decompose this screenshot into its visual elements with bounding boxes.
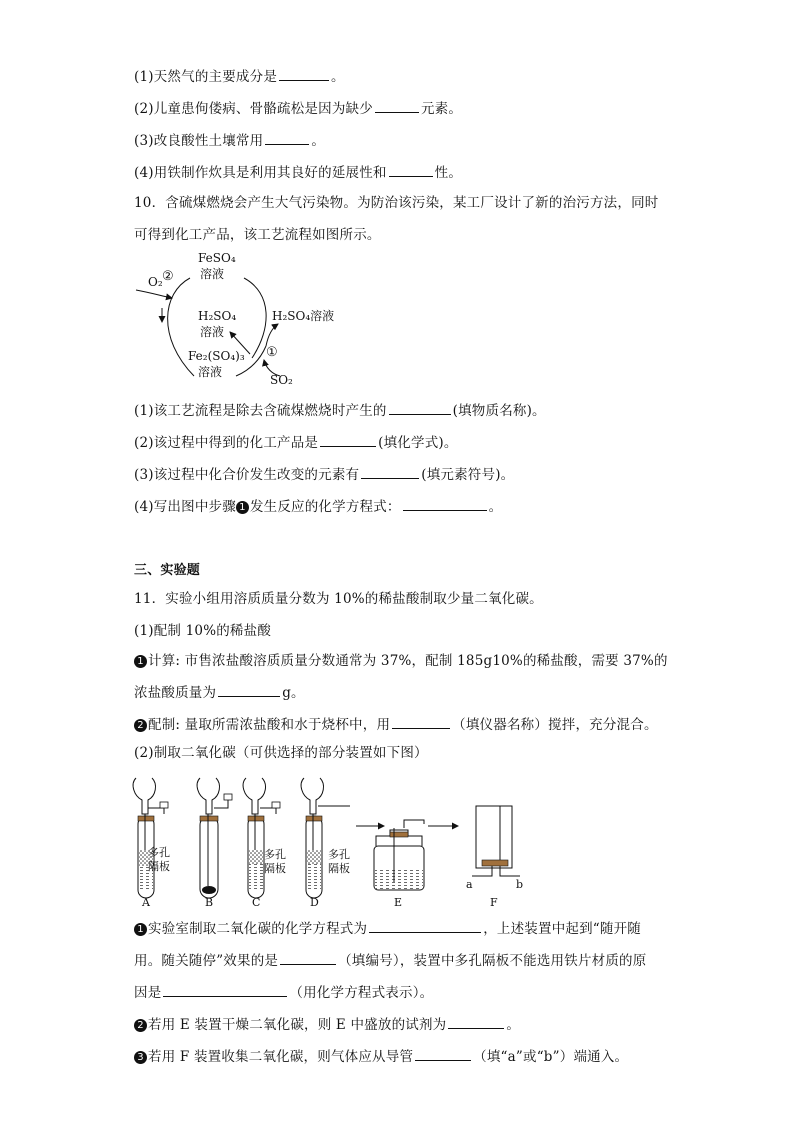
plate-label: 多孔 — [328, 848, 350, 861]
q10-part2-text: (2)该过程中得到的化工产品是 — [134, 435, 319, 451]
answer-blank[interactable] — [392, 714, 450, 729]
apparatus-f — [466, 806, 523, 908]
q9-part3-text: (3)改良酸性土壤常用 — [134, 133, 264, 149]
q11-s2 — [134, 1014, 520, 1034]
q10-part1 — [134, 400, 546, 420]
s1-line2-text: 用。随关随停”效果的是 — [134, 953, 279, 969]
answer-blank[interactable] — [280, 950, 336, 965]
apparatus-d — [301, 778, 350, 908]
feso4-formula: FeSO₄ — [198, 251, 236, 265]
s3-end: （填“a”或“b”）端通入。 — [473, 1049, 629, 1065]
s2-circled-number: 2 — [134, 1019, 147, 1032]
prep-text: 配制: 量取所需浓盐酸和水于烧杯中，用 — [148, 717, 391, 733]
answer-blank[interactable] — [218, 682, 280, 697]
s1-line3-end: （用化学方程式表示）。 — [289, 985, 434, 1001]
q11-calc-line2 — [134, 682, 305, 702]
q10-part1-text: (1)该工艺流程是除去含硫煤燃烧时产生的 — [134, 403, 387, 419]
q9-part2 — [134, 98, 462, 118]
q9-part1 — [134, 66, 345, 86]
q10-part2-end: (填化学式)。 — [378, 435, 458, 451]
s1-line1-end: ，上述装置中起到“随开随 — [483, 921, 642, 937]
q10-stem-line2: 可得到化工产品，该工艺流程如图所示。 — [134, 227, 381, 243]
calc-line1-text: 计算: 市售浓盐酸溶质质量分数通常为 37%，配制 185g10%的稀盐酸，需要 37%的 — [148, 653, 668, 669]
step1-circled-number: 1 — [236, 501, 249, 514]
o2-label: O₂ — [148, 275, 163, 289]
s2-text: 若用 E 装置干燥二氧化碳，则 E 中盛放的试剂为 — [148, 1017, 447, 1033]
apparatus-e — [356, 820, 458, 908]
answer-blank[interactable] — [265, 130, 309, 145]
answer-blank[interactable] — [279, 66, 329, 81]
answer-blank[interactable] — [361, 464, 419, 479]
port-a-label: a — [466, 878, 473, 891]
section-title: 三、实验题 — [134, 563, 201, 578]
answer-blank[interactable] — [369, 918, 481, 933]
plate-label: 隔板 — [328, 862, 350, 875]
answer-blank[interactable] — [403, 496, 487, 511]
q11-calc-line1 — [134, 652, 668, 670]
s3-circled-number: 3 — [134, 1051, 147, 1064]
plate-label: 隔板 — [264, 862, 286, 875]
plate-label: 隔板 — [148, 860, 170, 873]
q10-part4 — [134, 496, 502, 516]
q11-s3 — [134, 1046, 628, 1066]
q10-part3-text: (3)该过程中化合价发生改变的元素有 — [134, 467, 360, 483]
fe2so43-solution: 溶液 — [198, 365, 223, 379]
inner-h2so4-formula: H₂SO₄ — [198, 309, 237, 323]
q10-stem-line1: 10．含硫煤燃烧会产生大气污染物。为防治该污染，某工厂设计了新的治污方法，同时 — [134, 195, 659, 211]
process-flow-diagram — [132, 248, 372, 390]
h2so4-product-label: H₂SO₄溶液 — [272, 309, 335, 323]
s3-text: 若用 F 装置收集二氧化碳，则气体应从导管 — [148, 1049, 414, 1065]
s1-line1-text: 实验室制取二氧化碳的化学方程式为 — [148, 921, 368, 937]
calc-line2-end: g。 — [282, 685, 305, 701]
q11-part1-title: (1)配制 10%的稀盐酸 — [134, 623, 272, 639]
port-b-label: b — [516, 878, 524, 891]
label-a: A — [142, 896, 150, 908]
answer-blank[interactable] — [389, 162, 433, 177]
s1-line2-end: （填编号），装置中多孔隔板不能选用铁片材质的原 — [338, 953, 647, 969]
apparatus-figure — [128, 770, 548, 908]
q9-part1-end: 。 — [331, 69, 345, 85]
q10-part4-end: 。 — [488, 499, 503, 515]
plate-label: 多孔 — [264, 848, 286, 861]
so2-label: SO₂ — [270, 373, 293, 387]
label-b: B — [205, 896, 214, 908]
q10-part3 — [134, 464, 514, 484]
inner-h2so4-solution: 溶液 — [200, 325, 225, 339]
answer-blank[interactable] — [389, 400, 451, 415]
label-e: E — [394, 896, 403, 908]
step1-marker: ① — [266, 345, 278, 360]
q9-part1-text: (1)天然气的主要成分是 — [134, 69, 278, 85]
prep-end: （填仪器名称）搅拌，充分混合。 — [452, 717, 658, 733]
q10-part4-mid: 发生反应的化学方程式： — [249, 499, 401, 515]
q9-part3-end: 。 — [311, 133, 326, 149]
q9-part4-end: 性。 — [434, 165, 463, 181]
q10-part1-end: (填物质名称)。 — [452, 403, 546, 419]
apparatus-a — [133, 778, 170, 908]
plate-label: 多孔 — [148, 846, 170, 859]
calc-line2-text: 浓盐酸质量为 — [134, 685, 217, 701]
answer-blank[interactable] — [320, 432, 376, 447]
s2-end: 。 — [506, 1017, 521, 1033]
q11-s1-line3 — [134, 982, 433, 1002]
o2-arrow — [136, 290, 172, 298]
q11-s1-line1 — [134, 918, 641, 938]
q9-part4-text: (4)用铁制作炊具是利用其良好的延展性和 — [134, 165, 387, 181]
calc-circled-number: 1 — [134, 655, 147, 668]
answer-blank[interactable] — [163, 982, 287, 997]
label-f: F — [490, 896, 498, 908]
step2-marker: ② — [162, 269, 174, 284]
feso4-solution: 溶液 — [200, 267, 225, 281]
q9-part2-text: (2)儿童患佝偻病、骨骼疏松是因为缺少 — [134, 101, 373, 117]
fe2so43-formula: Fe₂(SO₄)₃ — [188, 349, 245, 363]
cycle-arc-right — [244, 278, 266, 358]
label-c: C — [252, 896, 261, 908]
q9-part4 — [134, 162, 462, 182]
s1-line3-text: 因是 — [134, 985, 162, 1001]
q10-part2 — [134, 432, 458, 452]
apparatus-b — [197, 778, 232, 908]
prep-circled-number: 2 — [134, 719, 147, 732]
q9-part3 — [134, 130, 325, 150]
q10-part3-end: (填元素符号)。 — [421, 467, 515, 483]
label-d: D — [310, 896, 319, 908]
q11-prep — [134, 714, 658, 734]
q11-part2-title: (2)制取二氧化碳（可供选择的部分装置如下图） — [134, 745, 428, 761]
q10-part4-text: (4)写出图中步骤 — [134, 499, 236, 515]
answer-blank[interactable] — [448, 1014, 504, 1029]
q11-stem: 11．实验小组用溶质质量分数为 10%的稀盐酸制取少量二氧化碳。 — [134, 591, 543, 607]
apparatus-c — [243, 778, 286, 908]
q11-s1-line2 — [134, 950, 646, 970]
answer-blank[interactable] — [415, 1046, 471, 1061]
s1-circled-number: 1 — [134, 923, 147, 936]
h2so4-product-arrow — [266, 324, 278, 346]
answer-blank[interactable] — [375, 98, 419, 113]
q9-part2-end: 元素。 — [420, 101, 463, 117]
